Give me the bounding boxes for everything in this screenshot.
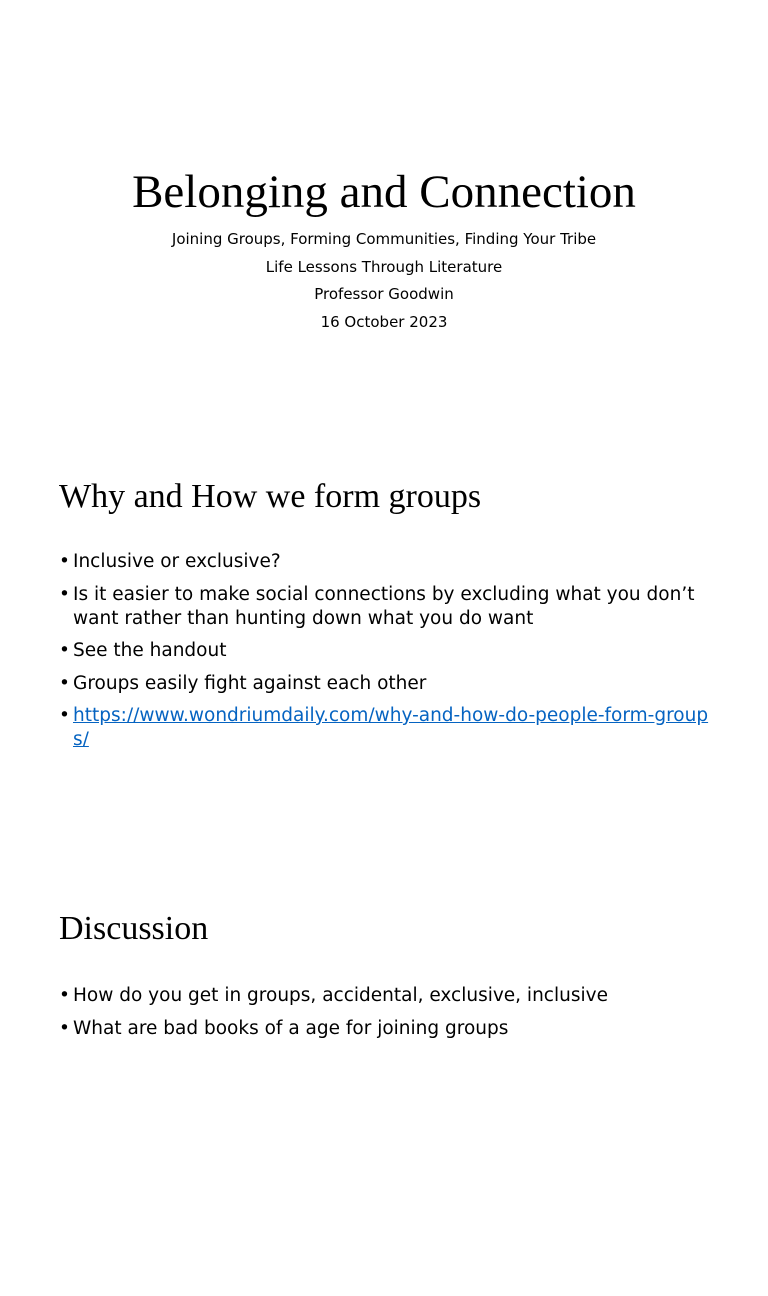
- bullet-icon: •: [59, 672, 70, 694]
- bullet-text: Groups easily fight against each other: [73, 672, 427, 694]
- list-item: [59, 704, 719, 752]
- list-item: [59, 984, 719, 1008]
- bullet-text: How do you get in groups, accidental, exclusive, inclusive: [73, 985, 608, 1006]
- bullet-icon: •: [59, 705, 70, 726]
- bullet-icon: •: [59, 640, 70, 661]
- bullet-list: [59, 550, 719, 761]
- bullet-text: Inclusive or exclusive?: [73, 551, 281, 572]
- list-item: [59, 672, 719, 696]
- bullet-text: What are bad books of a age for joining groups: [73, 1017, 509, 1039]
- list-item: [59, 583, 719, 631]
- title-slide: [0, 0, 768, 432]
- slide-heading: Discussion: [59, 910, 209, 947]
- bullet-icon: •: [59, 1017, 70, 1039]
- subtitle-line-author: Professor Goodwin: [314, 285, 454, 303]
- list-item: [59, 550, 719, 574]
- subtitle-line-date: 16 October 2023: [320, 312, 448, 331]
- list-item: [59, 639, 719, 663]
- presentation-title: Belonging and Connection: [132, 166, 636, 218]
- discussion-slide: [0, 864, 768, 1296]
- list-item: [59, 1017, 719, 1041]
- slide-heading: Why and How we form groups: [59, 478, 482, 515]
- bullet-icon: •: [59, 583, 70, 605]
- bullet-icon: •: [59, 985, 70, 1006]
- subtitle-line-topic: Joining Groups, Forming Communities, Finding Your Tribe: [171, 230, 597, 248]
- groups-slide: [0, 432, 768, 864]
- bullet-list: [59, 984, 719, 1049]
- wondrium-article-link[interactable]: https://www.wondriumdaily.com/why-and-how-do-people-form-groups/: [73, 705, 709, 750]
- bullet-icon: •: [59, 551, 70, 572]
- bullet-text: Is it easier to make social connections by excluding what you don’t want rather than hunting down what you do want: [73, 583, 695, 629]
- subtitle-line-course: Life Lessons Through Literature: [265, 257, 503, 276]
- subtitle-block: [0, 226, 768, 336]
- bullet-text: See the handout: [73, 640, 227, 661]
